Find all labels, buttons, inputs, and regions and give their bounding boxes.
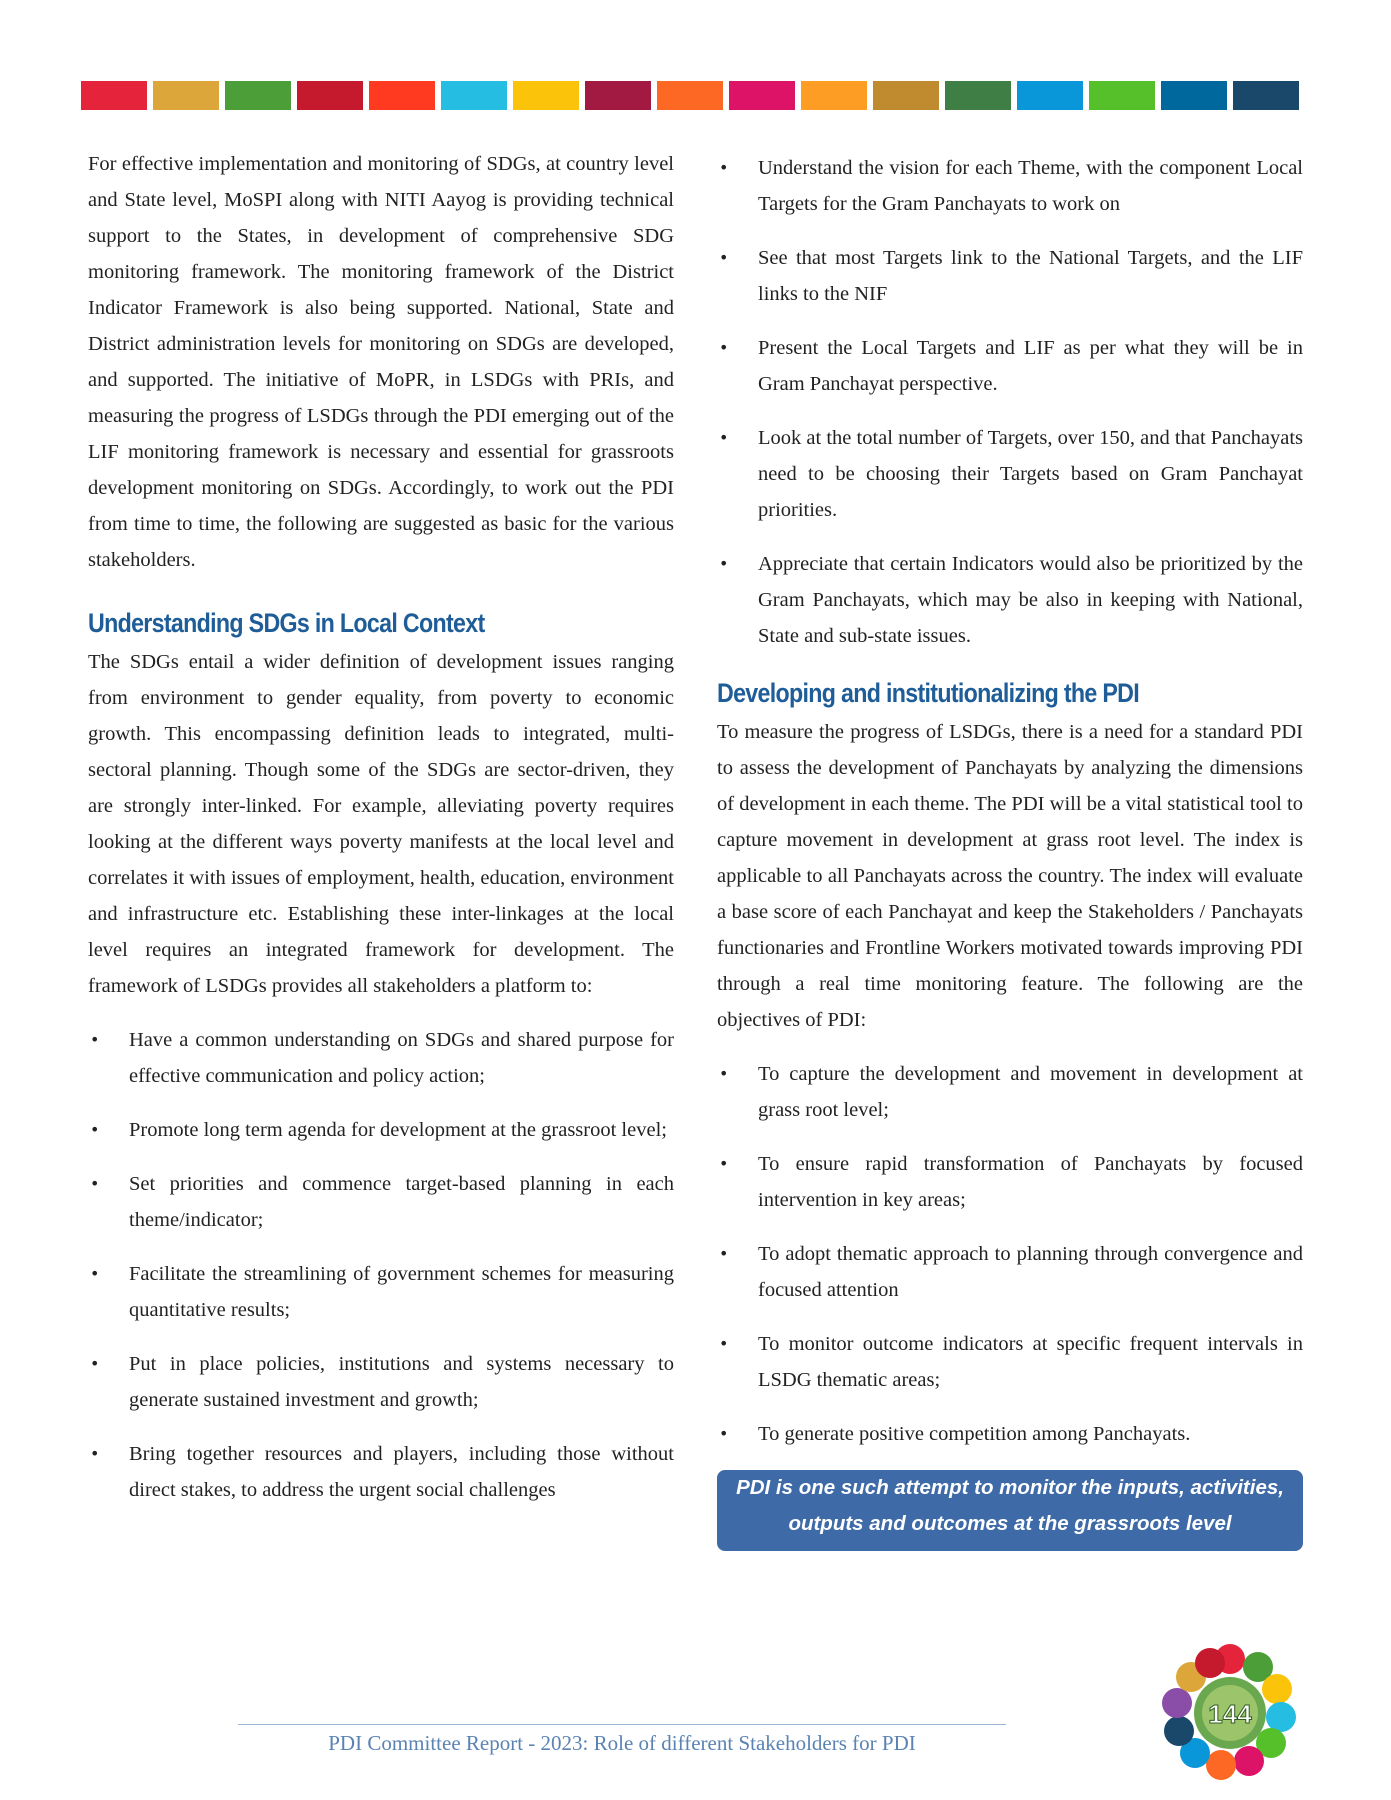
bullet-text: Understand the vision for each Theme, with the component Local Targets for the Gram Panchayats to work on [758,157,1303,215]
bullet-item [717,1416,1303,1452]
bullet-text: To adopt thematic approach to planning through convergence and focused attention [758,1243,1303,1301]
sdg-color-block [729,81,795,110]
bullet-dot: • [719,248,729,267]
bullet-item [717,1146,1303,1218]
bullet-item [88,1112,674,1148]
sdg-color-block [657,81,723,110]
footer-divider [238,1724,1006,1725]
bullet-dot: • [90,1354,100,1373]
bullet-dot: • [719,1244,729,1263]
local-context-paragraph: The SDGs entail a wider definition of development issues ranging from environment to gender equality, from poverty to economic growth. This encompassing definition leads to integrated, multi-sectoral planning. Though some of the SDGs are sector-driven, they are strongly inter-linked. For example, alleviating poverty requires looking at the different ways poverty manifests at the local level and correlates it with issues of employment, health, education, environment and infrastructure etc. Establishing these inter-linkages at the local level requires an integrated framework for development. The framework of LSDGs provides all stakeholders a platform to: [88,651,674,997]
bullet-text: Have a common understanding on SDGs and shared purpose for effective communication and policy action; [129,1029,674,1087]
bullet-item [88,1256,674,1328]
bullet-dot: • [719,338,729,357]
gram-panchayat-guidance-list [717,150,1303,654]
sdg-color-block [153,81,219,110]
bullet-item [717,1236,1303,1308]
bullet-text: To generate positive competition among Panchayats. [758,1423,1191,1445]
bullet-text: Appreciate that certain Indicators would also be prioritized by the Gram Panchayats, which may be also in keeping with National, State and sub-state issues. [758,553,1303,647]
bullet-item [717,330,1303,402]
bullet-dot: • [719,1064,729,1083]
sdg-color-block [585,81,651,110]
developing-pdi-paragraph: To measure the progress of LSDGs, there is a need for a standard PDI to assess the development of Panchayats by analyzing the dimensions of development in each theme. The PDI will be a vital statistical tool to capture movement in development at grass root level. The index is applicable to all Panchayats across the country. The index will evaluate a base score of each Panchayat and keep the Stakeholders / Panchayats functionaries and Frontline Workers motivated towards improving PDI through a real time monitoring feature. The following are the objectives of PDI: [717,721,1303,1031]
bullet-dot: • [719,158,729,177]
pdi-callout-box: PDI is one such attempt to monitor the inputs, activities, outputs and outcomes at the grassroots level [717,1470,1303,1551]
sdg-color-block [801,81,867,110]
bullet-item [88,1022,674,1094]
stakeholder-platform-list [88,1022,674,1508]
bullet-item [717,150,1303,222]
bullet-item [717,420,1303,528]
bullet-text: To ensure rapid transformation of Panchayats by focused intervention in key areas; [758,1153,1303,1211]
bullet-item [88,1436,674,1508]
bullet-item [717,1326,1303,1398]
intro-paragraph: For effective implementation and monitoring of SDGs, at country level and State level, MoSPI along with NITI Aayog is providing technical support to the States, in development of comprehensive SDG monitoring framework. The monitoring framework of the District Indicator Framework is also being supported. National, State and District administration levels for monitoring on SDGs are developed, and supported. The initiative of MoPR, in LSDGs with PRIs, and measuring the progress of LSDGs through the PDI emerging out of the LIF monitoring framework is necessary and essential for grassroots development monitoring on SDGs. Accordingly, to work out the PDI from time to time, the following are suggested as basic for the various stakeholders. [88,153,674,571]
sdg-color-block [81,81,147,110]
sdg-color-block [1017,81,1083,110]
sdg-color-block [513,81,579,110]
bullet-text: Present the Local Targets and LIF as per what they will be in Gram Panchayat perspective. [758,337,1303,395]
sdg-color-block [369,81,435,110]
sdg-color-block [1161,81,1227,110]
bullet-dot: • [90,1264,100,1283]
bullet-item [88,1166,674,1238]
left-column [88,146,674,1526]
bullet-dot: • [90,1120,100,1139]
sdg-color-block [297,81,363,110]
sdg-color-block [945,81,1011,110]
bullet-text: To capture the development and movement in development at grass root level; [758,1063,1303,1121]
lsdg-wheel-logo [1155,1637,1305,1787]
bullet-item [88,1346,674,1418]
bullet-text: See that most Targets link to the National Targets, and the LIF links to the NIF [758,247,1303,305]
bullet-dot: • [719,1154,729,1173]
sdg-color-block [873,81,939,110]
bullet-item [717,546,1303,654]
bullet-item [717,1056,1303,1128]
bullet-text: Set priorities and commence target-based planning in each theme/indicator; [129,1173,674,1231]
bullet-text: Promote long term agenda for development at the grassroot level; [129,1119,667,1141]
bullet-item [717,240,1303,312]
bullet-text: To monitor outcome indicators at specific frequent intervals in LSDG thematic areas; [758,1333,1303,1391]
bullet-dot: • [719,1334,729,1353]
bullet-dot: • [90,1174,100,1193]
sdg-color-block [1089,81,1155,110]
bullet-text: Facilitate the streamlining of government schemes for measuring quantitative results; [129,1263,674,1321]
footer-title: PDI Committee Report - 2023: Role of different Stakeholders for PDI [328,1731,916,1755]
section-heading-developing-pdi: Developing and institutionalizing the PDI [717,678,1140,708]
bullet-dot: • [719,428,729,447]
sdg-color-strip [81,81,1299,110]
right-column [717,146,1303,1551]
sdg-color-block [441,81,507,110]
pdi-objectives-list [717,1056,1303,1452]
section-heading-local-context: Understanding SDGs in Local Context [88,608,485,638]
bullet-text: Look at the total number of Targets, over 150, and that Panchayats need to be choosing their Targets based on Gram Panchayat priorities. [758,427,1303,521]
bullet-dot: • [719,1424,729,1443]
bullet-dot: • [719,554,729,573]
page-number: 144 [1208,1699,1252,1729]
sdg-color-block [225,81,291,110]
bullet-dot: • [90,1444,100,1463]
sdg-color-block [1233,81,1299,110]
bullet-text: Bring together resources and players, including those without direct stakes, to address the urgent social challenges [129,1443,674,1501]
bullet-text: Put in place policies, institutions and systems necessary to generate sustained investment and growth; [129,1353,674,1411]
bullet-dot: • [90,1030,100,1049]
